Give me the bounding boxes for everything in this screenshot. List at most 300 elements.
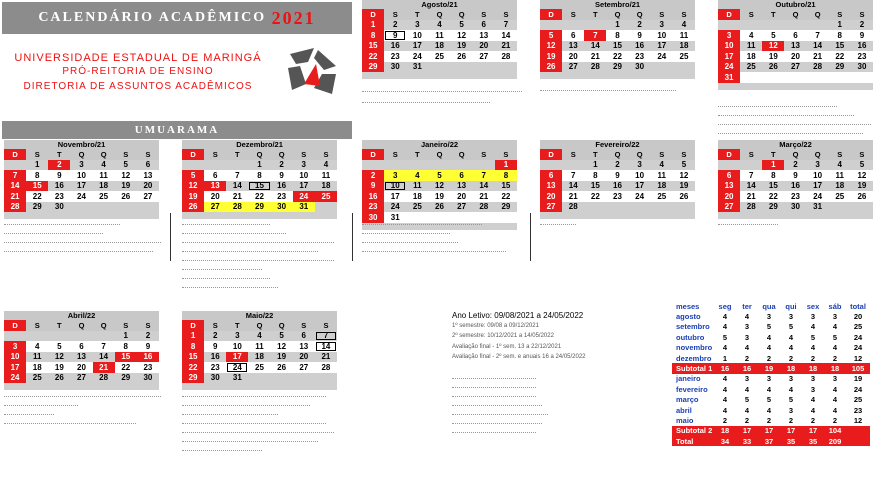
day-cell: 17 (226, 352, 248, 363)
week-row (182, 352, 337, 363)
day-cell: 19 (451, 41, 473, 52)
weekday-header: S (293, 149, 315, 160)
day-cell: 27 (473, 51, 495, 62)
day-cell: 1 (762, 160, 784, 171)
day-cell: 27 (540, 202, 562, 213)
day-cell: 17 (406, 41, 428, 52)
week-row (540, 191, 695, 202)
weekday-header: S (673, 9, 695, 20)
stats-value: 18 (714, 426, 736, 436)
day-cell: 18 (651, 181, 673, 192)
day-cell (93, 202, 115, 213)
weekday-header: Q (606, 149, 628, 160)
day-cell: 30 (48, 202, 70, 213)
day-cell: 26 (540, 62, 562, 73)
day-cell: 12 (851, 170, 873, 181)
day-cell: 12 (762, 41, 784, 52)
day-cell: 14 (807, 41, 829, 52)
day-cell: 7 (93, 341, 115, 352)
day-cell: 14 (562, 181, 584, 192)
day-cell: 12 (540, 41, 562, 52)
stats-value: 16 (714, 363, 736, 373)
day-cell: 8 (182, 341, 204, 352)
stats-row (672, 395, 870, 405)
day-cell: 28 (93, 373, 115, 384)
day-cell: 21 (473, 191, 495, 202)
stats-value: 23 (853, 405, 863, 415)
day-cell: 4 (406, 170, 428, 181)
day-cell: 14 (93, 352, 115, 363)
day-cell: 26 (673, 191, 695, 202)
day-cell: 13 (784, 41, 806, 52)
stats-value: 25 (853, 395, 863, 405)
day-cell (584, 20, 606, 31)
stats-value: sex (806, 301, 820, 311)
day-cell: 22 (762, 191, 784, 202)
stats-value: 2 (722, 415, 728, 425)
day-cell (271, 373, 293, 384)
stats-value: 18 (824, 363, 846, 373)
stats-value: 33 (736, 436, 758, 446)
day-cell: 27 (293, 362, 315, 373)
day-cell: 23 (137, 362, 159, 373)
day-cell: 30 (137, 373, 159, 384)
weekday-header: S (651, 149, 673, 160)
stats-value: 12 (853, 415, 863, 425)
week-row (4, 373, 159, 384)
weekday-header: S (851, 149, 873, 160)
stats-value: 4 (722, 322, 728, 332)
month-calendar (540, 0, 695, 79)
day-cell (584, 202, 606, 213)
day-cell (70, 202, 92, 213)
day-cell: 14 (226, 181, 248, 192)
day-cell: 7 (562, 170, 584, 181)
stats-value: 4 (722, 312, 728, 322)
day-cell: 22 (362, 51, 384, 62)
day-cell: 3 (651, 20, 673, 31)
day-cell (540, 20, 562, 31)
day-cell: 28 (315, 362, 337, 373)
week-row (718, 41, 873, 52)
day-cell: 4 (248, 331, 270, 342)
day-cell: 25 (428, 51, 450, 62)
day-cell: 13 (540, 181, 562, 192)
day-cell: 3 (807, 160, 829, 171)
day-cell: 27 (204, 202, 226, 213)
diretoria: DIRETORIA DE ASSUNTOS ACADÊMICOS (23, 81, 253, 92)
stats-value: 5 (832, 332, 838, 342)
stats-value: sáb (828, 301, 842, 311)
uem-logo-icon (284, 44, 340, 100)
stats-value: 4 (810, 405, 816, 415)
weekday-header: S (851, 9, 873, 20)
stats-value: 2 (788, 353, 794, 363)
stats-value: 5 (788, 322, 794, 332)
day-cell: 25 (406, 202, 428, 213)
stats-label: setembro (676, 322, 710, 332)
day-cell: 29 (495, 202, 517, 213)
weekday-header: T (48, 149, 70, 160)
day-cell: 4 (673, 20, 695, 31)
day-cell: 23 (629, 51, 651, 62)
day-cell: 10 (629, 170, 651, 181)
week-row (362, 30, 517, 41)
notes-periods (452, 370, 572, 433)
weekday-header: T (762, 9, 784, 20)
stats-label: maio (676, 415, 694, 425)
week-row (362, 202, 517, 213)
day-cell: 12 (48, 352, 70, 363)
day-cell: 2 (271, 160, 293, 171)
stats-value: 3 (810, 312, 816, 322)
stats-value: 3 (788, 374, 794, 384)
day-cell: 12 (115, 170, 137, 181)
day-cell: 14 (473, 181, 495, 192)
stats-row (672, 363, 870, 373)
day-cell: 7 (473, 170, 495, 181)
stats-value: 3 (744, 374, 750, 384)
stats-value: 4 (744, 384, 750, 394)
week-row (540, 51, 695, 62)
day-cell: 16 (204, 352, 226, 363)
day-cell: 26 (115, 191, 137, 202)
day-cell (315, 373, 337, 384)
day-cell: 10 (70, 170, 92, 181)
day-cell (4, 160, 26, 171)
notes-abril (4, 388, 169, 424)
weekday-header: Q (271, 149, 293, 160)
stats-label: dezembro (676, 353, 712, 363)
semestre-1: 1º semestre: 09/08 a 09/12/2021 (452, 323, 539, 330)
day-cell: 6 (718, 170, 740, 181)
day-cell: 27 (451, 202, 473, 213)
weekday-header: S (495, 9, 517, 20)
day-cell: 14 (315, 341, 337, 352)
weekday-header: T (226, 320, 248, 331)
stats-value: 17 (780, 426, 802, 436)
notes-fevereiro (540, 216, 600, 225)
day-cell: 6 (293, 331, 315, 342)
campus-banner (2, 121, 352, 139)
calendar-year: 2021 (271, 7, 316, 28)
day-cell (495, 62, 517, 73)
week-row (362, 191, 517, 202)
weekday-header: Q (451, 9, 473, 20)
stats-value: total (850, 301, 866, 311)
week-row (182, 191, 337, 202)
day-cell: 18 (248, 352, 270, 363)
day-cell: 9 (384, 30, 406, 41)
day-cell: 25 (315, 191, 337, 202)
day-cell: 29 (606, 62, 628, 73)
day-cell: 16 (629, 41, 651, 52)
stats-row (672, 322, 870, 332)
day-cell: 29 (115, 373, 137, 384)
day-cell: 12 (451, 30, 473, 41)
day-cell: 8 (26, 170, 48, 181)
day-cell: 24 (293, 191, 315, 202)
day-cell (182, 160, 204, 171)
day-cell: 9 (271, 170, 293, 181)
stats-value: 2 (832, 415, 838, 425)
day-cell: 26 (762, 62, 784, 73)
day-cell: 29 (762, 202, 784, 213)
day-cell: 2 (384, 20, 406, 31)
day-cell (406, 160, 428, 171)
day-cell: 17 (629, 181, 651, 192)
stats-row (672, 436, 870, 446)
day-cell: 15 (26, 181, 48, 192)
stats-value: 2 (744, 415, 750, 425)
day-cell: 8 (362, 30, 384, 41)
day-cell: 18 (428, 41, 450, 52)
weekday-header: Q (807, 149, 829, 160)
week-row (4, 160, 159, 171)
stats-value: 4 (766, 332, 772, 342)
day-cell: 21 (93, 362, 115, 373)
day-cell: 7 (807, 30, 829, 41)
days-stats-table (672, 301, 870, 446)
day-cell (807, 72, 829, 83)
day-cell: 13 (562, 41, 584, 52)
day-cell: 8 (495, 170, 517, 181)
day-cell: 16 (271, 181, 293, 192)
weekday-header: Q (629, 149, 651, 160)
stats-value: 3 (832, 312, 838, 322)
week-row (718, 170, 873, 181)
stats-value: 4 (744, 343, 750, 353)
stats-value: 4 (722, 374, 728, 384)
day-cell: 10 (226, 341, 248, 352)
day-cell: 12 (271, 341, 293, 352)
weekday-header: S (562, 9, 584, 20)
stats-value: 2 (788, 415, 794, 425)
stats-label: agosto (676, 312, 701, 322)
day-cell: 6 (451, 170, 473, 181)
day-cell: 2 (606, 160, 628, 171)
pro-reitoria: PRÓ-REITORIA DE ENSINO (62, 66, 214, 77)
day-cell: 9 (851, 30, 873, 41)
stats-value: 4 (766, 384, 772, 394)
weekday-header: T (406, 149, 428, 160)
day-cell: 19 (762, 51, 784, 62)
day-cell: 11 (315, 170, 337, 181)
day-cell: 2 (362, 170, 384, 181)
day-cell: 29 (26, 202, 48, 213)
day-cell: 2 (204, 331, 226, 342)
month-calendar (182, 140, 337, 219)
day-cell: 22 (26, 191, 48, 202)
weekday-header: S (740, 149, 762, 160)
weekday-header: S (473, 9, 495, 20)
stats-value: 4 (722, 395, 728, 405)
weekday-header: D (362, 149, 384, 160)
day-cell: 28 (740, 202, 762, 213)
week-row (540, 41, 695, 52)
stats-value: 4 (722, 405, 728, 415)
day-cell (762, 20, 784, 31)
day-cell: 20 (540, 191, 562, 202)
week-row (362, 62, 517, 73)
stats-value: 2 (810, 353, 816, 363)
weekday-header: D (182, 320, 204, 331)
week-row (362, 41, 517, 52)
weekday-header: S (384, 9, 406, 20)
avaliacao-2: Avaliação final - 2º sem. e anuais 16 a 24/05/2022 (452, 353, 586, 360)
weekday-header: S (829, 9, 851, 20)
day-cell: 12 (182, 181, 204, 192)
day-cell: 26 (851, 191, 873, 202)
day-cell: 3 (4, 341, 26, 352)
week-row (182, 331, 337, 342)
day-cell (362, 160, 384, 171)
stats-value: 4 (810, 322, 816, 332)
day-cell: 30 (204, 373, 226, 384)
day-cell: 19 (182, 191, 204, 202)
stats-value: 34 (714, 436, 736, 446)
stats-value: 4 (832, 405, 838, 415)
stats-label: fevereiro (676, 384, 708, 394)
day-cell (740, 72, 762, 83)
day-cell: 9 (137, 341, 159, 352)
day-cell: 19 (428, 191, 450, 202)
stats-value: 4 (810, 343, 816, 353)
day-cell (718, 20, 740, 31)
day-cell: 3 (293, 160, 315, 171)
day-cell (629, 202, 651, 213)
day-cell: 20 (204, 191, 226, 202)
day-cell: 31 (807, 202, 829, 213)
day-cell: 9 (784, 170, 806, 181)
day-cell: 23 (384, 51, 406, 62)
stats-value: 4 (788, 343, 794, 353)
weekday-header: Q (93, 149, 115, 160)
weekday-header: S (673, 149, 695, 160)
day-cell: 11 (829, 170, 851, 181)
stats-value: 4 (744, 405, 750, 415)
weekday-header: Q (248, 149, 270, 160)
day-cell: 21 (4, 191, 26, 202)
day-cell: 11 (26, 352, 48, 363)
stats-value: 24 (853, 343, 863, 353)
week-row (718, 191, 873, 202)
day-cell: 18 (406, 191, 428, 202)
stats-value: 105 (846, 363, 870, 373)
day-cell (248, 373, 270, 384)
day-cell (762, 72, 784, 83)
stats-value: 4 (788, 384, 794, 394)
month-title: Fevereiro/22 (540, 140, 695, 149)
week-row (4, 202, 159, 213)
day-cell (26, 331, 48, 342)
weekday-header: Q (70, 320, 92, 331)
day-cell: 28 (495, 51, 517, 62)
day-cell: 8 (115, 341, 137, 352)
weekday-header: S (204, 320, 226, 331)
weekday-header: D (540, 9, 562, 20)
day-cell: 16 (851, 41, 873, 52)
day-cell: 6 (562, 30, 584, 41)
stats-value: 2 (766, 415, 772, 425)
day-cell: 25 (26, 373, 48, 384)
day-cell: 16 (606, 181, 628, 192)
stats-value: 4 (722, 343, 728, 353)
day-cell: 23 (204, 362, 226, 373)
stats-value: 5 (810, 332, 816, 342)
day-cell: 8 (829, 30, 851, 41)
campus-name: UMUARAMA (134, 124, 220, 136)
day-cell: 17 (718, 51, 740, 62)
day-cell (473, 62, 495, 73)
day-cell: 28 (226, 202, 248, 213)
stats-value: 3 (766, 312, 772, 322)
stats-value: 3 (788, 312, 794, 322)
week-row (182, 373, 337, 384)
day-cell: 31 (384, 212, 406, 223)
day-cell: 11 (93, 170, 115, 181)
day-cell: 8 (762, 170, 784, 181)
day-cell: 2 (48, 160, 70, 171)
weekday-header: Q (428, 149, 450, 160)
day-cell: 10 (293, 170, 315, 181)
week-row (4, 191, 159, 202)
day-cell: 22 (829, 51, 851, 62)
stats-label: novembro (676, 343, 713, 353)
stats-value: qua (762, 301, 776, 311)
day-cell: 14 (584, 41, 606, 52)
stats-value: 5 (788, 395, 794, 405)
day-cell: 19 (673, 181, 695, 192)
day-cell: 25 (93, 191, 115, 202)
day-cell: 7 (4, 170, 26, 181)
day-cell: 31 (718, 72, 740, 83)
day-cell (562, 160, 584, 171)
week-row (362, 20, 517, 31)
day-cell: 28 (4, 202, 26, 213)
day-cell: 10 (4, 352, 26, 363)
weekday-header: S (26, 320, 48, 331)
week-row (718, 20, 873, 31)
day-cell: 23 (606, 191, 628, 202)
day-cell: 2 (851, 20, 873, 31)
day-cell: 12 (428, 181, 450, 192)
day-cell: 1 (115, 331, 137, 342)
day-cell: 23 (48, 191, 70, 202)
month-title: Setembro/21 (540, 0, 695, 9)
semestre-2: 2º semestre: 10/12/2021 a 14/05/2022 (452, 333, 554, 340)
week-row (4, 362, 159, 373)
notes-novembro (4, 216, 169, 252)
day-cell: 7 (495, 20, 517, 31)
day-cell: 5 (48, 341, 70, 352)
day-cell: 20 (784, 51, 806, 62)
stats-value: 209 (824, 436, 846, 446)
month-calendar (4, 311, 159, 390)
day-cell: 31 (406, 62, 428, 73)
day-cell: 5 (182, 170, 204, 181)
day-cell: 30 (362, 212, 384, 223)
day-cell (784, 72, 806, 83)
stats-row (672, 332, 870, 342)
stats-label: Subtotal 2 (672, 426, 714, 436)
stats-value: 37 (758, 436, 780, 446)
day-cell (204, 160, 226, 171)
weekday-header: T (226, 149, 248, 160)
day-cell: 25 (248, 362, 270, 373)
stats-value: 4 (832, 343, 838, 353)
stats-row (672, 415, 870, 425)
